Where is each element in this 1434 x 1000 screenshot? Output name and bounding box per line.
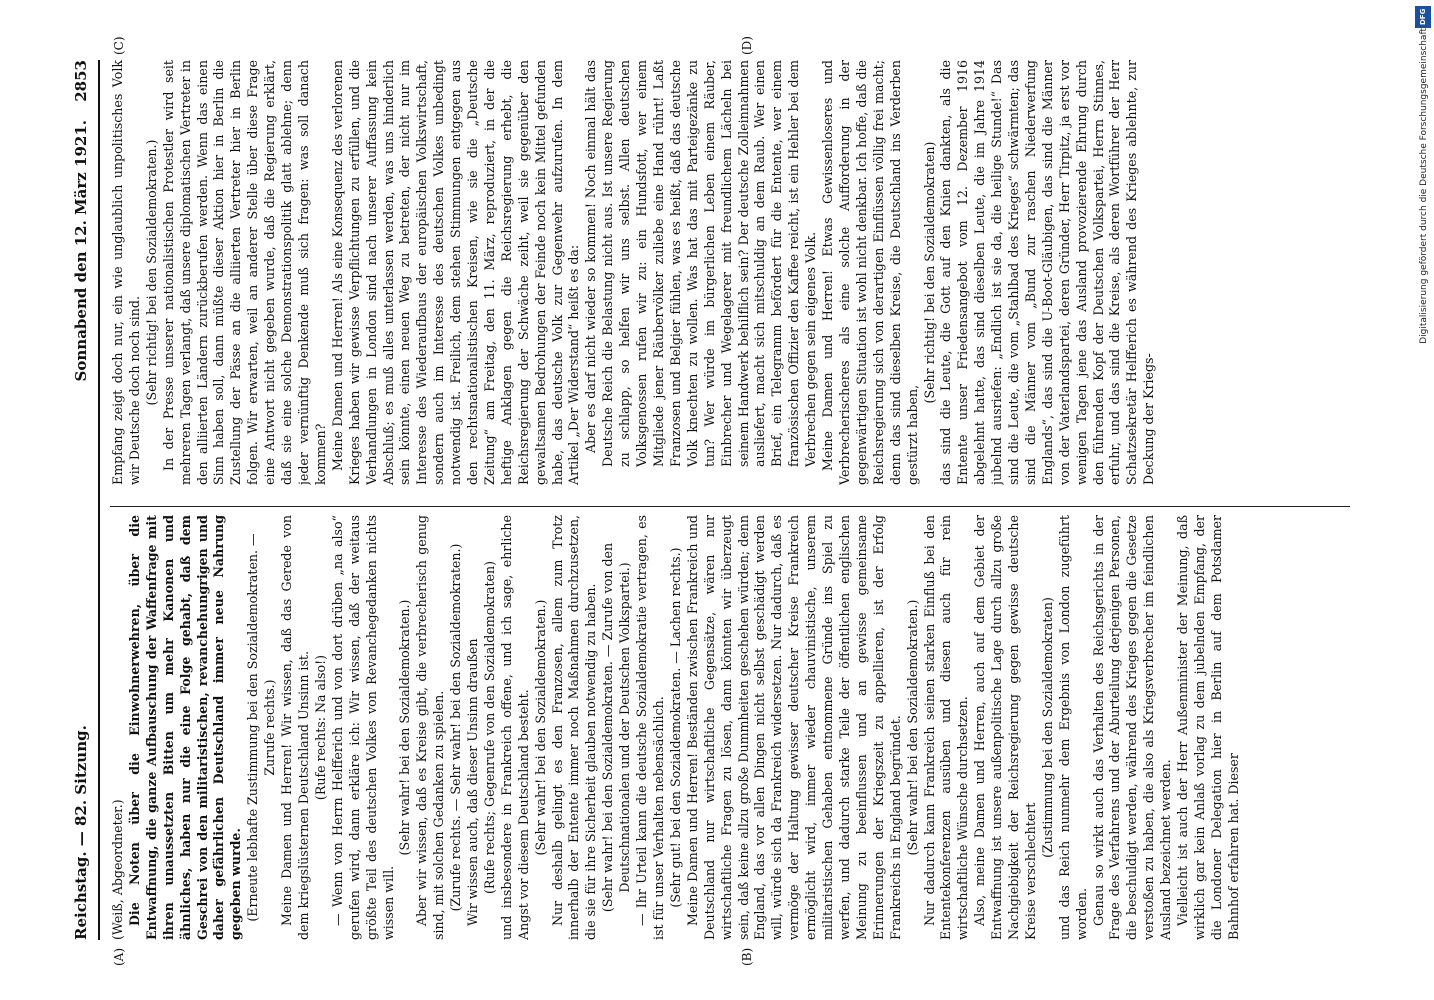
margin-marker-b: (B)	[740, 947, 754, 966]
paragraph: Meine Damen und Herren! Beständen zwischen Frankreich und Deutschland nur wirtschaftliche Gegensätze, wären nur wirtschaftliche Fragen zu lösen, dann könnten wir überzeugt sein, daß keine allzu große Dummheiten geschehen würden; denn England, das vor allen Dingen nicht selbst geschädigt werden will, würde sich da Frankreich widersetzen. Nur dadurch, daß es vermöge der Haltung gewisser deutscher Kreise Frankreich ermöglicht wird, immer wieder chauvinistische, unserem militaristischen Gehaben entnommene Gründe ins Spiel zu werfen, und dadurch starke Teile der öffentlichen englischen Meinung zu beeinflussen und an gewisse gemeinsame Erinnerungen der Kriegszeit zu appellieren, ist der Erfolg Frankreichs in England begründet.	[684, 515, 903, 940]
paragraph: Aber wir wissen, daß es Kreise gibt, die verbrecherisch genug sind, mit solchen Gedanken zu spielen.	[414, 515, 447, 940]
paragraph: In der Presse unserer nationalistischen Protestler wird seit mehreren Tagen verlangt, daß unsere diplomatischen Vertreter in den alliierten Ländern zurückberufen werden. Wenn das einen Sinn haben soll, dann müßte dieser Aktion hier in Berlin die Zustellung der Pässe an die alliierten Vertreter hier in Berlin folgen. Wir erwarten, weil an anderer Stelle über diese Frage eine Antwort nicht gegeben wurde, daß die Regierung erklärt, daß sie eine solche Demonstrationspolitik glatt ablehne; denn jeder vernünftig Denkende muß sich fragen: was soll danach kommen?	[160, 60, 328, 485]
interjection: (Rufe rechts; Gegenrufe von den Sozialdemokraten)	[481, 561, 497, 895]
interjection: (Zustimmung bei den Sozialdemokraten)	[1039, 597, 1055, 858]
paragraph: Meine Damen und Herren! Als eine Konsequenz des verlorenen Krieges haben wir gewisse Verpflichtungen zu erfüllen, und die Verhandlungen in London sind nach unserer Auffassung kein Abschluß; es muß alles unterlassen werden, was uns hinderlich sein könnte, einen neuen Weg zu betreten, der nicht nur im Interesse des Wiederaufbaus der europäischen Volkswirtschaft, sondern auch im Interesse des deutschen Volkes unbedingt notwendig ist. Freilich, dem stehen Stimmungen entgegen aus den rechtsnationalistischen Kreisen, wie sie die „Deutsche Zeitung“ am Freitag, den 11. März, reproduziert, in der die heftige Anklagen gegen die Reichsregierung erhebt, die Reichsregierung der Schwäche zeiht, weil sie gegenüber den gewaltsamen Bedrohungen der Feinde noch kein Mittel gefunden habe, das deutsche Volk zur Gegenwehr aufzurufen. In dem Artikel „Der Widerstand“ heißt es da:	[329, 60, 582, 485]
paragraph: — Ihr Urteil kann die deutsche Sozialdemokratie vertragen, es ist für unser Verhalten nebensächlich.	[634, 515, 666, 940]
paragraph: und das Reich nunmehr dem Ergebnis von London zugeführt worden.	[1056, 515, 1089, 940]
margin-marker-c: (C)	[112, 36, 126, 55]
margin-marker-a: (A)	[112, 947, 126, 966]
left-column	[110, 515, 1350, 940]
interjection: (Sehr gut! bei den Sozialdemokraten. — Lachen rechts.)	[667, 547, 683, 908]
interjection: (Rufe rechts: Na also!)	[312, 654, 328, 801]
interjection: (Zurufe rechts. — Sehr wahr! bei den Sozialdemokraten.)	[448, 543, 464, 912]
paragraph: und insbesondere in Frankreich offene, und ich sage, ehrliche Angst vor diesem Deutschland besteht.	[498, 515, 531, 940]
digitization-credit	[1414, 0, 1434, 1000]
quotation: Aber es darf nicht wieder so kommen! Noch einmal hält das Deutsche Reich die Belastung nicht aus. Ist unsere Regierung zu schlapp, so helfen wir uns selbst. Allen deutschen Volksgenossen rufen wir zu: ein Hundsfott, wer einem Mitgliede jener Räubervölker zuliebe eine Hand rührt! Laßt Franzosen und Belgier fühlen, was es heißt, daß das deutsche Volk knechten zu wollen. Was hat das mit Parteigezänke zu tun? Wer würde im bürgerlichen Leben einem Räuber, Einbrecher und Wegelagerer mit freundlichem Lächeln bei seinem Handwerk behilflich sein? Der deutsche Zolleinnahmen ausliefert, macht sich mitschuldig an dem Raub. Wer einen Brief, ein Telegramm befördert für die Entente, wer einem französischen Offizier den Kaffee reicht, ist ein Hehler bei dem Verbrechen gegen sein eigenes Volk.	[583, 60, 819, 467]
paragraph: Wir wissen auch, daß dieser Unsinn draußen	[465, 638, 481, 926]
paragraph: Nur deshalb gelingt es den Franzosen, allem zum Trotz innerhalb der Entente immer noch Maßnahmen durchzusetzen, die sie für ihre Sicherheit glauben notwendig zu haben.	[549, 515, 599, 940]
interjection: (Sehr wahr! bei den Sozialdemokraten.)	[532, 599, 548, 856]
paragraph: Vielleicht ist auch der Herr Außenminister der Meinung, daß wirklich gar kein Anlaß vorlag zu dem jubelnden Empfang, der die Londoner Delegation hier in Berlin auf dem Potsdamer Bahnhof erfahren hat. Dieser	[1175, 515, 1241, 940]
page-number: 2853	[72, 60, 90, 102]
paragraph: Die Noten über die Einwohnerwehren, über die Entwaffnung, die ganze Aufbauschung der Waffenfrage mit ihren unaussetzten Bitten um mehr Kanonen und ähnliches, haben nur die eine Folge gehabt, daß dem Geschrei von den militaristischen, revanchehungrigen und daher gefährlichen Deutschland immer neue Nahrung gegeben wurde.	[126, 515, 244, 940]
page-header	[64, 60, 100, 940]
paragraph: Meine Damen und Herren! Wir wissen, daß das Gerede von dem kriegslüsternen Deutschland Unsinn ist.	[279, 515, 311, 940]
interjection: (Sehr wahr! bei den Sozialdemokraten. — Zurufe von den Deutschnationalen und der Deutschen Volkspartei.)	[600, 542, 633, 913]
interjection: (Erneute lebhafte Zustimmung bei den Sozialdemokraten. — Zurufe rechts.)	[245, 533, 278, 922]
dfg-logo	[1415, 6, 1431, 28]
interjection: (Sehr richtig! bei den Sozialdemokraten.)	[143, 139, 159, 406]
dfg-logo-text: DFG	[1419, 8, 1427, 25]
paragraph: (Weiß, Abgeordneter.)	[110, 799, 125, 940]
paragraph: Empfang zeigt doch nur, ein wie unglaublich unpolitisches Volk wir Deutsche doch noch sind.	[110, 60, 142, 485]
paragraph: Nur dadurch kann Frankreich seinen starken Einfluß bei den Ententekonferenzen ausüben und diesen auch für rein wirtschaftliche Wünsche durchsetzen.	[921, 515, 971, 940]
column-divider	[110, 506, 1350, 507]
credit-text: Digitalisierung gefördert durch die Deutsche Forschungsgemeinschaft	[1419, 28, 1429, 344]
margin-marker-d: (D)	[740, 36, 754, 55]
interjection: (Sehr wahr! bei den Sozialdemokraten.)	[397, 599, 413, 856]
paragraph: Meine Damen und Herren! Etwas Gewissenloseres und Verbrecherischeres als eine solche Aufforderung in der gegenwärtigen Situation ist wohl nicht denkbar. Ich hoffe, daß die Reichsregierung sich von derartigen Einflüssen völlig frei macht; denn das sind dieselben Kreise, die Deutschland ins Verderben gestürzt haben,	[820, 60, 920, 485]
interjection: (Sehr wahr! bei den Sozialdemokraten.)	[904, 599, 920, 856]
paragraph: Also, meine Damen und Herren, auch auf dem Gebiet der Entwaffnung ist unsere außenpolitische Lage durch allzu große Nachgiebigkeit der Reichsregierung gegen gewisse deutsche Kreise verschlechtert	[972, 515, 1038, 940]
interjection: (Sehr richtig! bei den Sozialdemokraten)	[921, 141, 937, 404]
header-left: Reichstag. — 82. Sitzung.	[72, 725, 90, 940]
paragraph: das sind die Leute, die Gott auf den Knien dankten, als die Entente unser Friedensangebot vom 12. Dezember 1916 abgelehnt hatte, das sind dieselben Leute, die im Jahre 1914 jubelnd ausriefen: „Endlich ist sie da, die heilige Stunde!“ Das sind die Leute, die vom „Stahlbad des Krieges“ schwärmten; das sind die Männer vom „Bund zur raschen Niederwerfung Englands“, das sind die U-Boot-Gläubigen, das sind die Männer von der Vaterlandspartei, deren Gründer, Herr Tirpitz, ja erst vor wenigen Tagen jene das Ausland provozierende Ehrung durch den führenden Kopf der Deutschen Volkspartei, Herrn Stinnes, erfuhr, und das sind die Kreise, als deren Wortführer der Herr Schatzsekretär Helfferich es während des Krieges ablehnte, zur Deckung der Kriegs-	[938, 60, 1157, 485]
right-column	[110, 60, 1350, 485]
paragraph: Genau so wirkt auch das Verhalten des Reichsgerichts in der Frage des Verfahrens und der Aburteilung derjenigen Personen, die beschuldigt werden, während des Krieges gegen die Gesetze verstoßen zu haben, die also als Kriegsverbrecher im feindlichen Ausland bezeichnet werden.	[1090, 515, 1174, 940]
header-date: Sonnabend den 12. März 1921.	[72, 120, 90, 382]
paragraph: — Wenn von Herrn Helfferich und von dort drüben „na also“ gerufen wird, dann erkläre ich: Wir wissen, daß der weitaus größte Teil des deutschen Volkes von Revanchegedanken nichts wissen will.	[329, 515, 396, 940]
